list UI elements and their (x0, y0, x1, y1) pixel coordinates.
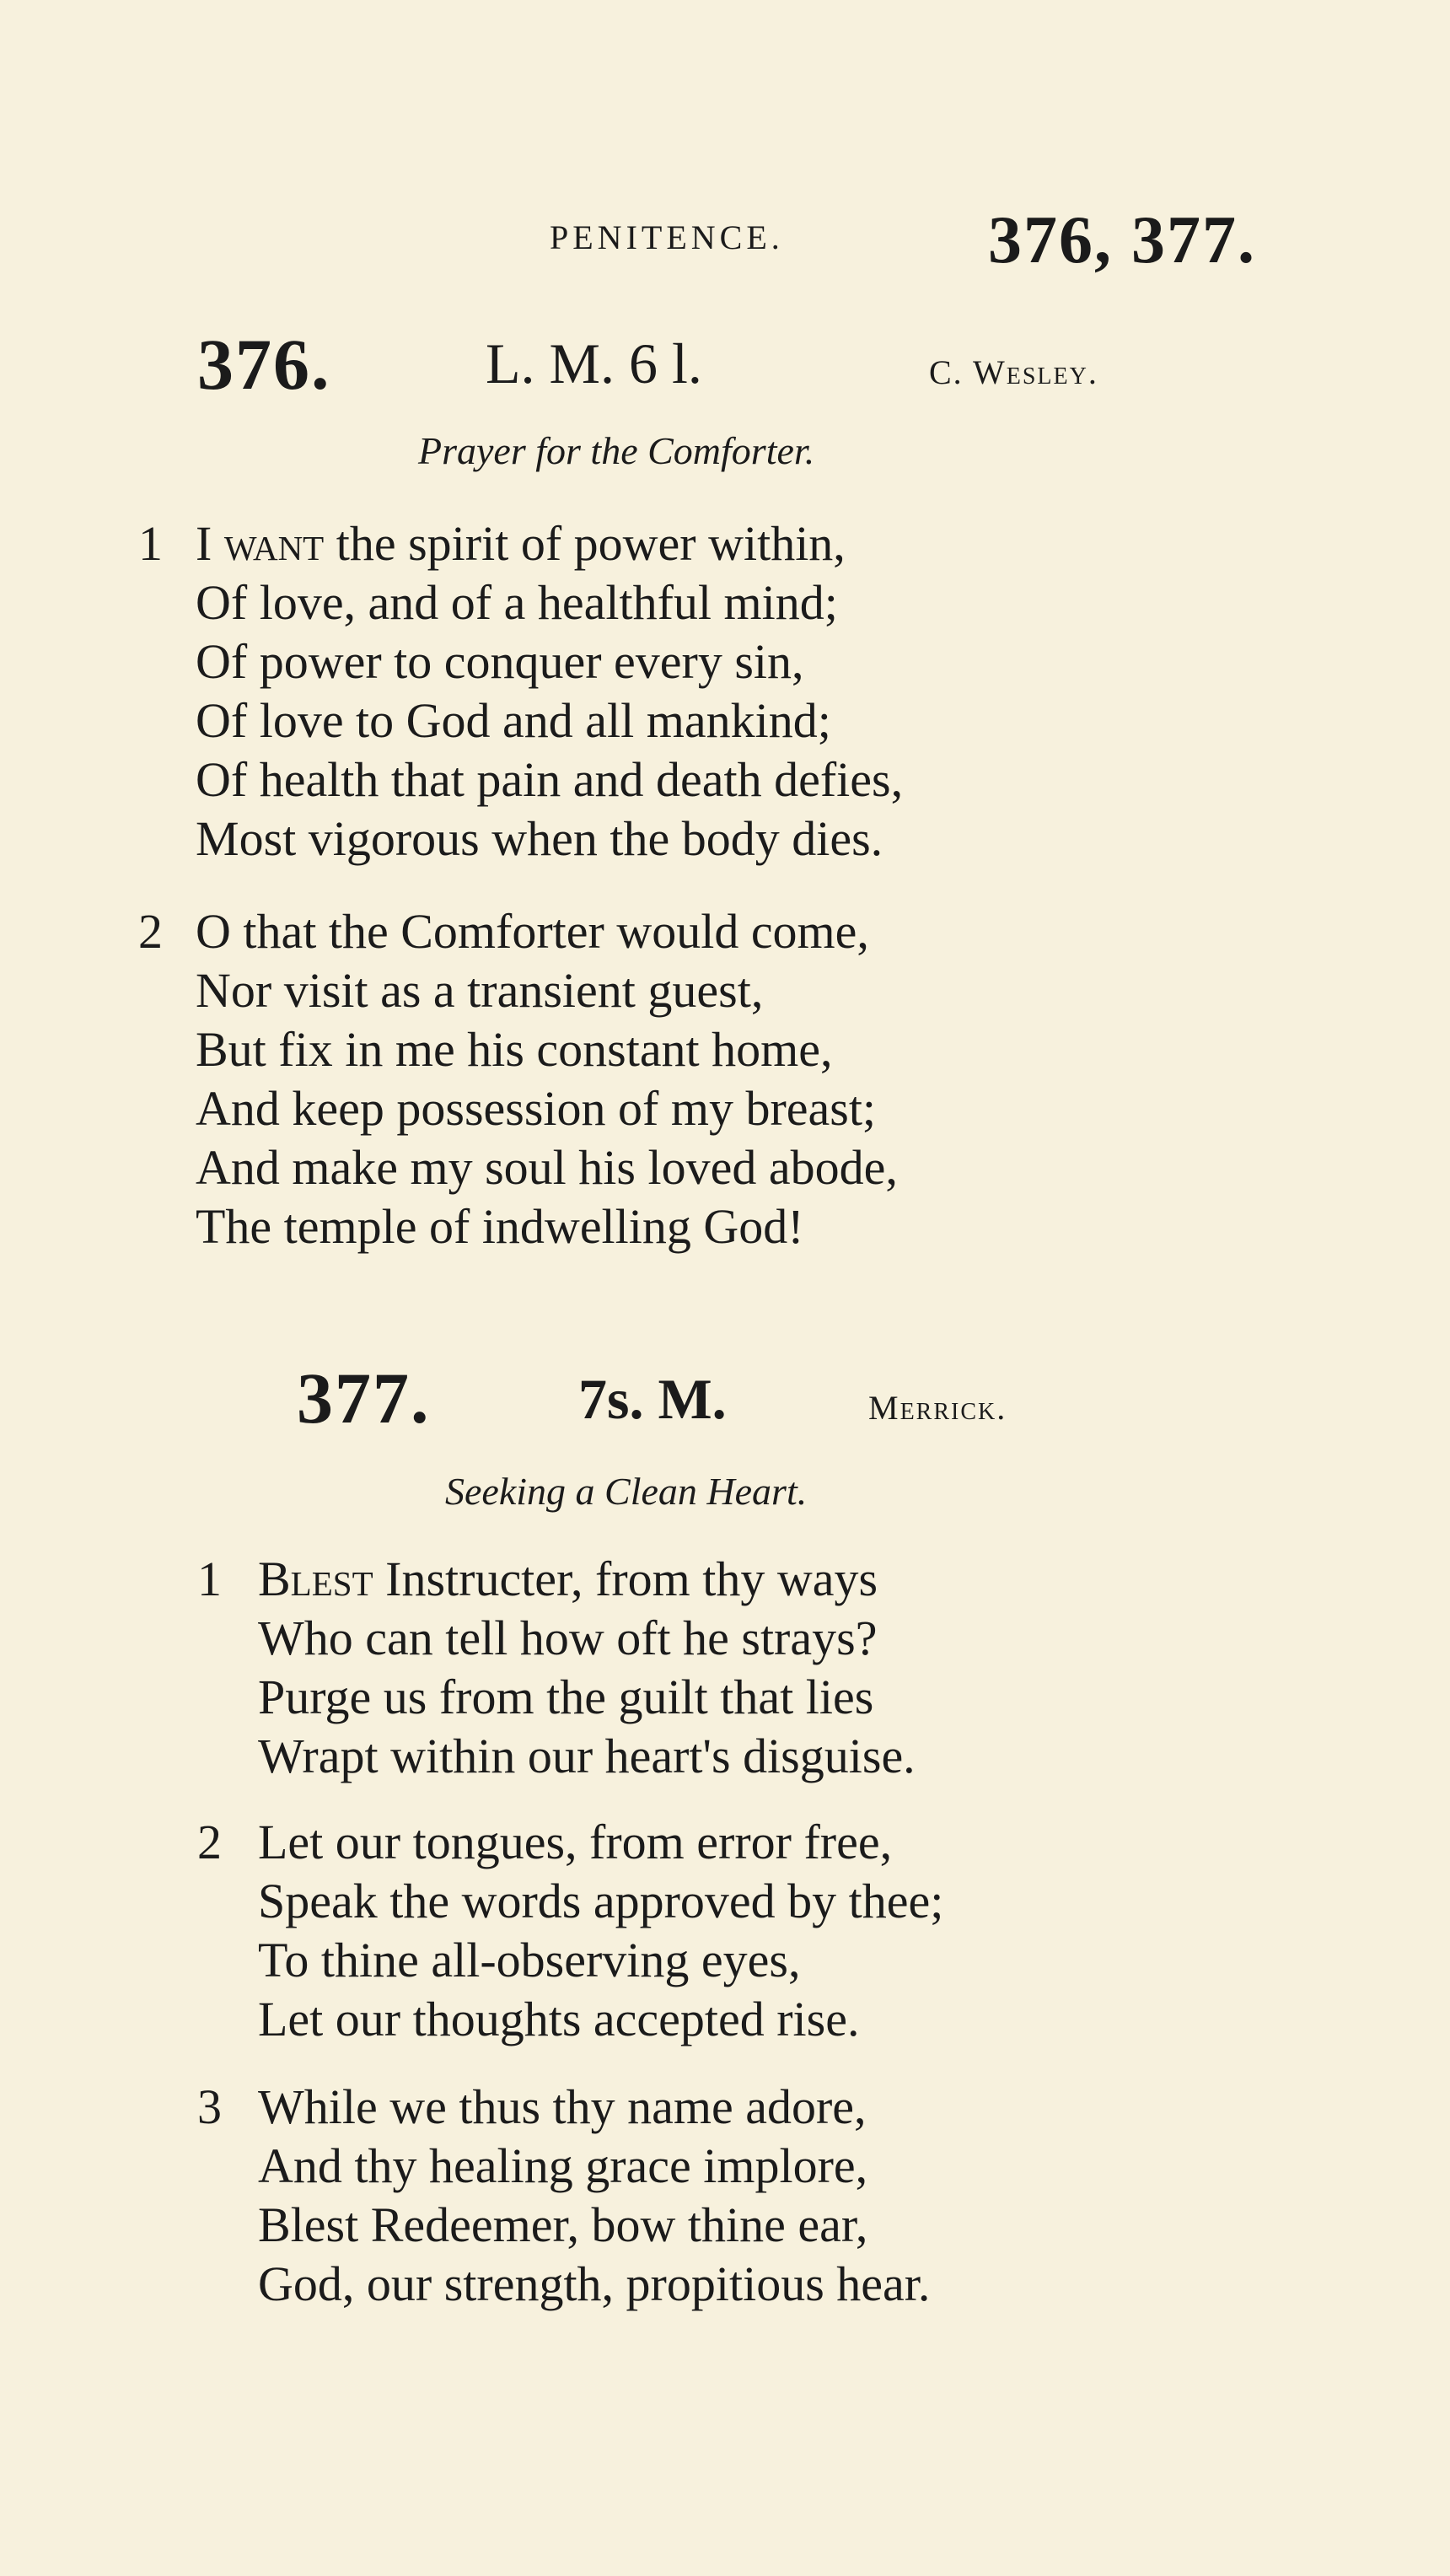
stanza (138, 514, 904, 869)
hymn-line: Most vigorous when the body dies. (196, 811, 883, 866)
hymn-line (196, 514, 903, 573)
stanza-number: 1 (138, 516, 163, 571)
line-text: Instructer, from thy ways (385, 1552, 878, 1606)
running-head-page-numbers: 376, 377. (988, 203, 1256, 277)
line-text: the spirit of power within, (336, 516, 846, 571)
hymn-line: Purge us from the guilt that lies (258, 1670, 874, 1724)
stanza-number: 1 (197, 1552, 222, 1606)
stanza (197, 1813, 944, 2049)
hymn-line: But fix in me his constant home, (196, 1022, 833, 1077)
hymn-line: To thine all-observing eyes, (258, 1933, 801, 1987)
hymn-line: Of love, and of a healthful mind; (196, 575, 838, 630)
stanza (197, 1550, 916, 1786)
hymn-line: And keep possession of my breast; (196, 1081, 877, 1136)
hymn-line: Of health that pain and death defies, (196, 752, 904, 807)
stanza-number: 2 (138, 904, 163, 959)
running-head-section: PENITENCE. (550, 218, 784, 256)
hymn-line: Speak the words approved by thee; (258, 1874, 944, 1928)
hymn-line: Let our tongues, from error free, (258, 1815, 893, 1869)
stanza-number: 3 (197, 2079, 222, 2134)
hymn-line: O that the Comforter would come, (196, 904, 869, 959)
lead-word: I want (196, 516, 325, 571)
hymn-line: The temple of indwelling God! (196, 1199, 804, 1254)
hymn-line: And thy healing grace implore, (258, 2138, 868, 2193)
hymn-line (258, 1550, 916, 1609)
lead-word: Blest (258, 1552, 373, 1606)
hymn-meter: 7s. M. (578, 1367, 727, 1431)
hymn-line: Wrapt within our heart's disguise. (258, 1729, 916, 1783)
hymn-line: Nor visit as a transient guest, (196, 963, 764, 1018)
hymn-title: Prayer for the Comforter. (418, 429, 815, 472)
hymn-line: Of love to God and all mankind; (196, 693, 831, 748)
stanza-number: 2 (197, 1815, 222, 1869)
stanza (197, 2078, 931, 2314)
hymn-author: C. Wesley. (929, 353, 1098, 391)
hymn-line: And make my soul his loved abode, (196, 1140, 898, 1195)
hymn-number: 376. (197, 324, 331, 405)
hymn-line: Who can tell how oft he strays? (258, 1611, 878, 1665)
hymn-number: 377. (297, 1358, 431, 1439)
hymn-meter: L. M. 6 l. (486, 331, 702, 395)
hymn-line: Blest Redeemer, bow thine ear, (258, 2197, 868, 2252)
hymn-line: Let our thoughts accepted rise. (258, 1992, 860, 2046)
hymn-author: Merrick. (868, 1389, 1007, 1427)
hymn-title: Seeking a Clean Heart. (445, 1470, 808, 1513)
hymn-line: Of power to conquer every sin, (196, 634, 804, 689)
hymn-line: While we thus thy name adore, (258, 2079, 867, 2134)
hymn-line: God, our strength, propitious hear. (258, 2256, 931, 2311)
stanza (138, 902, 898, 1256)
